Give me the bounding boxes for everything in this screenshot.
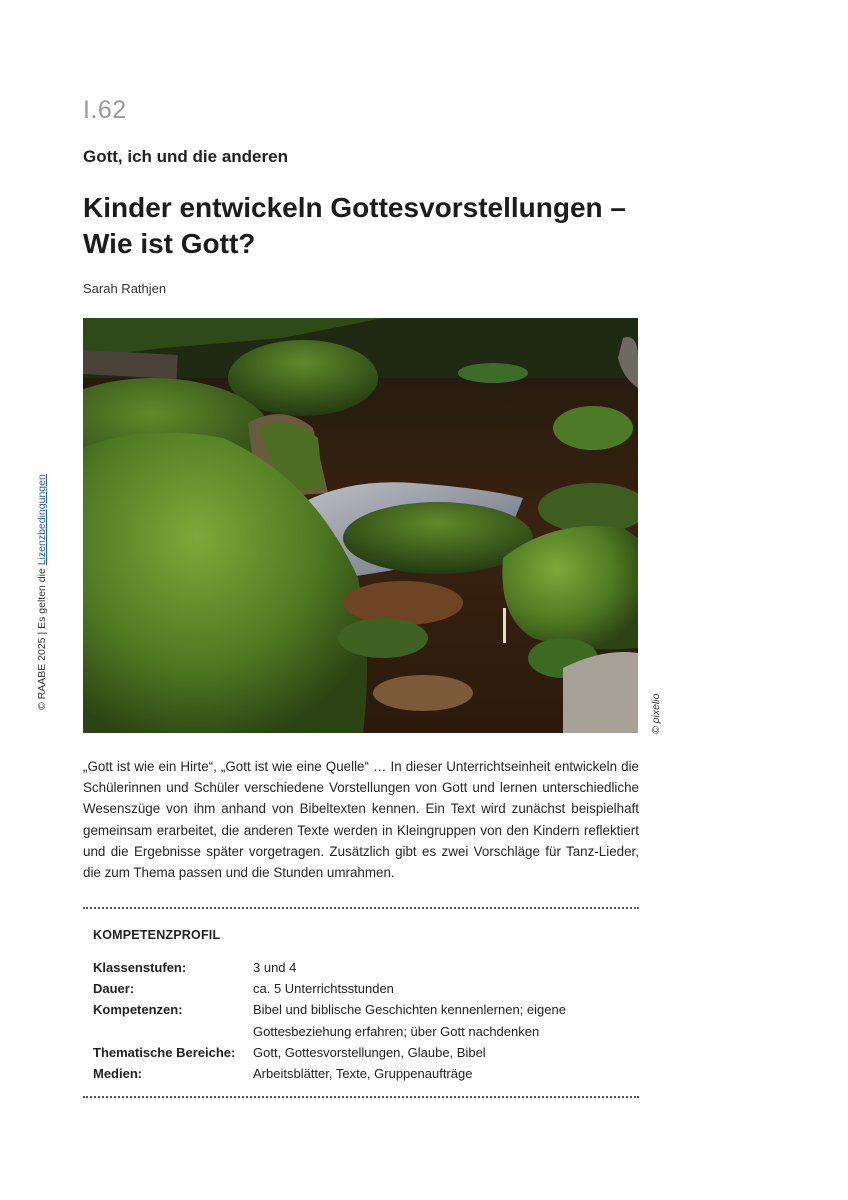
unit-code: I.62 [83, 96, 127, 124]
divider-bottom [83, 1096, 639, 1098]
profile-row [93, 978, 633, 999]
author: Sarah Rathjen [83, 281, 167, 296]
profile-value: Arbeitsblätter, Texte, Gruppenaufträge [253, 1066, 473, 1082]
profile-label: Kompetenzen: [93, 1002, 183, 1018]
profile-label: Klassenstufen: [93, 960, 187, 975]
competence-profile-table [93, 957, 633, 1084]
profile-value: 3 und 4 [253, 960, 297, 975]
title-line-2: Wie ist Gott? [83, 228, 256, 259]
profile-value: ca. 5 Unterrichtsstunden [253, 981, 394, 997]
title-line-1: Kinder entwickeln Gottesvorstellungen – [83, 192, 627, 223]
profile-row [93, 957, 633, 978]
series-title: Gott, ich und die anderen [83, 147, 288, 166]
profile-label: Medien: [93, 1066, 143, 1082]
profile-row [93, 1042, 633, 1063]
intro-paragraph: „Gott ist wie ein Hirte“, „Gott ist wie eine Quelle“ … In dieser Unterrichtseinheit entwickeln die Schülerinnen und Schüler verschiedene Vorstellungen von Gott und lernen unterschiedliche Wesenszüge von ihm anhand von Bibeltexten kennen. Ein Text wird zunächst beispielhaft gemeinsam erarbeitet, die anderen Texte werden in Kleingruppen von den Kindern reflektiert und die Ergebnisse später vorgetragen. Zusätzlich gibt es zwei Vorschläge für Tanz-Lieder, die zum Thema passen und die Stunden umrahmen. [83, 759, 639, 881]
profile-heading: KOMPETENZPROFIL [93, 928, 221, 942]
mossy-rocks-stream-image [83, 318, 638, 733]
copyright-sidebar [36, 474, 48, 710]
copyright-text: © RAABE 2025 | Es gelten die [36, 565, 48, 710]
cover-photo [83, 318, 638, 733]
profile-row [93, 1063, 633, 1084]
profile-row [93, 999, 633, 1041]
license-link[interactable]: Lizenzbedingungen [36, 474, 48, 566]
divider-top [83, 907, 639, 909]
profile-value: Gott, Gottesvorstellungen, Glaube, Bibel [253, 1044, 486, 1060]
photo-credit: © pixelio [650, 693, 662, 734]
profile-label: Thematische Bereiche: [93, 1044, 236, 1060]
profile-label: Dauer: [93, 981, 135, 997]
page-title [83, 190, 643, 262]
profile-value: Bibel und biblische Geschichten kennenlernen; eigene Gottesbeziehung erfahren; über Gott nachdenken [253, 1002, 566, 1039]
